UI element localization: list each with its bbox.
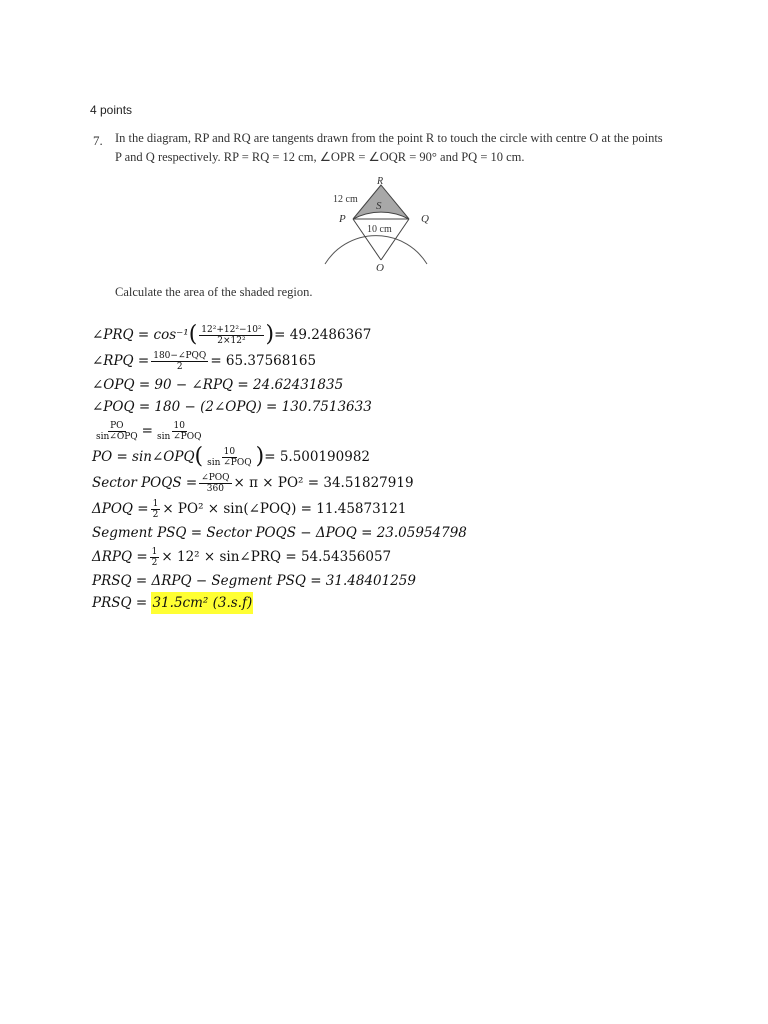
open-paren: ( bbox=[188, 322, 198, 347]
step-segment-psq bbox=[92, 522, 467, 544]
step-2-result: = 65.37568165 bbox=[210, 353, 317, 369]
open-paren: ( bbox=[194, 444, 204, 469]
label-10cm: 10 cm bbox=[367, 224, 392, 235]
fraction-numerator: 10 bbox=[173, 420, 185, 431]
close-paren: ) bbox=[255, 444, 265, 469]
step-10-lhs: ΔRPQ = bbox=[92, 549, 148, 565]
worked-solution bbox=[92, 322, 467, 614]
fraction-denominator: sin∠OPQ bbox=[96, 431, 138, 442]
step-po-length bbox=[92, 444, 467, 470]
label-p: P bbox=[339, 213, 346, 225]
step-6-lhs: PO = sin∠OPQ bbox=[92, 449, 195, 465]
step-angle-poq bbox=[92, 396, 467, 418]
fraction-denominator: 2 bbox=[151, 557, 158, 568]
fraction-numerator: 1 bbox=[151, 546, 158, 557]
fraction-denominator: 2 bbox=[152, 509, 159, 520]
fraction-half-angle bbox=[151, 351, 208, 372]
step-angle-rpq bbox=[92, 348, 467, 374]
fraction-one-half bbox=[150, 547, 160, 568]
fraction-numerator: 180−∠PQQ bbox=[153, 350, 207, 361]
step-sine-rule bbox=[92, 418, 467, 444]
fraction-10-over-sin bbox=[155, 421, 204, 442]
step-1-lhs: ∠PRQ = cos⁻¹ bbox=[92, 327, 189, 343]
step-final-answer bbox=[92, 592, 467, 614]
step-10-result: × 12² × sin∠PRQ = 54.54356057 bbox=[161, 549, 392, 565]
label-12cm: 12 cm bbox=[333, 194, 358, 205]
label-o: O bbox=[376, 262, 384, 274]
fraction-numerator: 10 bbox=[223, 446, 236, 457]
question-prompt: Calculate the area of the shaded region. bbox=[115, 285, 313, 299]
fraction-numerator: 12²+12²−10² bbox=[201, 324, 262, 335]
step-8-lhs: ΔPOQ = bbox=[92, 501, 149, 517]
step-1-result: = 49.2486367 bbox=[274, 327, 372, 343]
step-triangle-rpq bbox=[92, 544, 467, 570]
step-9-text: Segment PSQ = Sector POQS − ΔPOQ = 23.05954798 bbox=[92, 525, 467, 541]
fraction-denominator: sin ∠POQ bbox=[156, 431, 202, 442]
circle-arc bbox=[325, 236, 427, 264]
step-7-lhs: Sector POQS = bbox=[92, 475, 198, 491]
label-r: R bbox=[377, 176, 384, 187]
step-3-text: ∠OPQ = 90 − ∠RPQ = 24.62431835 bbox=[92, 377, 344, 393]
fraction-sine bbox=[205, 447, 254, 468]
fraction-one-half bbox=[151, 499, 161, 520]
fraction-cosine-rule bbox=[199, 325, 263, 346]
step-8-result: × PO² × sin(∠POQ) = 11.45873121 bbox=[162, 501, 407, 517]
points-label: 4 points bbox=[90, 103, 133, 117]
question-number: 7. bbox=[93, 133, 103, 148]
label-s: S bbox=[376, 200, 382, 212]
step-4-text: ∠POQ = 180 − (2∠OPQ) = 130.7513633 bbox=[92, 399, 372, 415]
question-line-1: In the diagram, RP and RQ are tangents drawn from the point R to touch the circle with centre O at the points bbox=[115, 131, 663, 145]
question-text bbox=[115, 129, 685, 167]
fraction-denominator: 2×12² bbox=[217, 335, 246, 346]
step-7-result: × π × PO² = 34.51827919 bbox=[233, 475, 414, 491]
fraction-numerator: PO bbox=[110, 420, 124, 431]
step-2-lhs: ∠RPQ = bbox=[92, 353, 150, 369]
tangent-diagram bbox=[315, 172, 440, 277]
fraction-angle-over-360 bbox=[199, 473, 231, 494]
step-6-result: = 5.500190982 bbox=[264, 449, 371, 465]
step-12-lhs: PRSQ = bbox=[92, 595, 148, 611]
step-angle-prq bbox=[92, 322, 467, 348]
fraction-denominator: 2 bbox=[176, 361, 183, 372]
step-prsq-value bbox=[92, 570, 467, 592]
fraction-po-over-sin bbox=[94, 421, 140, 442]
label-q: Q bbox=[421, 213, 429, 225]
step-sector-area bbox=[92, 470, 467, 496]
step-11-text: PRSQ = ΔRPQ − Segment PSQ = 31.48401259 bbox=[92, 573, 416, 589]
question-line-2: P and Q respectively. RP = RQ = 12 cm, ∠OPR = ∠OQR = 90° and PQ = 10 cm. bbox=[115, 150, 525, 164]
equals-sign: = bbox=[141, 423, 153, 439]
close-paren: ) bbox=[265, 322, 275, 347]
step-triangle-poq bbox=[92, 496, 467, 522]
final-answer-highlight: 31.5cm² (3.s.f) bbox=[151, 592, 253, 614]
step-angle-opq bbox=[92, 374, 467, 396]
fraction-numerator: 1 bbox=[152, 498, 159, 509]
fraction-numerator: ∠POQ bbox=[201, 472, 230, 483]
fraction-denominator: 360 bbox=[206, 483, 224, 494]
fraction-denominator: sin ∠POQ bbox=[207, 457, 252, 468]
